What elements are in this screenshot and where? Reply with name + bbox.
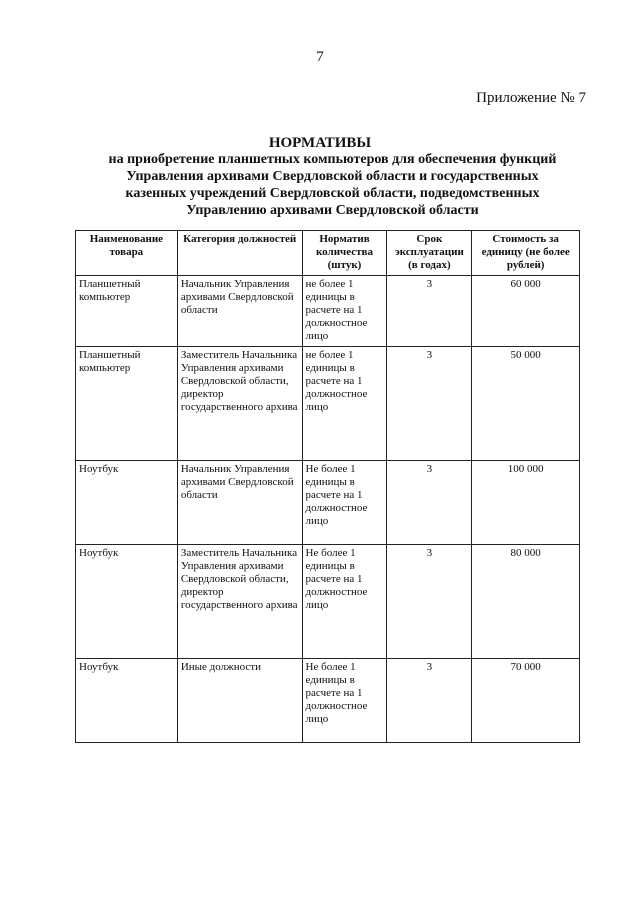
cell-quantity: Не более 1 единицы в расчете на 1 должностное лицо: [302, 545, 387, 659]
document-subtitle: на приобретение планшетных компьютеров для обеспечения функций Управления архивами Свердловской области и государственных казенных учреждений Свердловской области, подведомственных Управлению архивами Свердловской области: [108, 152, 557, 218]
table-row: [76, 276, 580, 347]
cell-item: Ноутбук: [76, 461, 178, 545]
norms-table: [75, 230, 580, 743]
cell-quantity: не более 1 единицы в расчете на 1 должностное лицо: [302, 347, 387, 461]
cell-price: 70 000: [472, 659, 580, 743]
cell-term: 3: [387, 659, 472, 743]
table-row: [76, 545, 580, 659]
cell-quantity: не более 1 единицы в расчете на 1 должностное лицо: [302, 276, 387, 347]
cell-price: 50 000: [472, 347, 580, 461]
cell-category: Заместитель Начальника Управления архивами Свердловской области, директор государственного архива: [177, 545, 302, 659]
cell-item: Планшетный компьютер: [76, 276, 178, 347]
cell-price: 60 000: [472, 276, 580, 347]
cell-term: 3: [387, 347, 472, 461]
cell-item: Планшетный компьютер: [76, 347, 178, 461]
cell-category: Заместитель Начальника Управления архивами Свердловской области, директор государственного архива: [177, 347, 302, 461]
header-term: Срок эксплуатации (в годах): [387, 231, 472, 276]
table-row: [76, 461, 580, 545]
document-title: НОРМАТИВЫ: [268, 135, 372, 151]
cell-term: 3: [387, 461, 472, 545]
cell-category: Иные должности: [177, 659, 302, 743]
header-quantity: Норматив количества (штук): [302, 231, 387, 276]
table-row: [76, 659, 580, 743]
cell-price: 100 000: [472, 461, 580, 545]
cell-price: 80 000: [472, 545, 580, 659]
header-category: Категория должностей: [177, 231, 302, 276]
header-price: Стоимость за единицу (не более рублей): [472, 231, 580, 276]
cell-item: Ноутбук: [76, 545, 178, 659]
cell-item: Ноутбук: [76, 659, 178, 743]
cell-category: Начальник Управления архивами Свердловской области: [177, 461, 302, 545]
cell-category: Начальник Управления архивами Свердловской области: [177, 276, 302, 347]
table-row: [76, 347, 580, 461]
header-item: Наименование товара: [76, 231, 178, 276]
cell-quantity: Не более 1 единицы в расчете на 1 должностное лицо: [302, 461, 387, 545]
page-number: 7: [316, 49, 324, 65]
cell-quantity: Не более 1 единицы в расчете на 1 должностное лицо: [302, 659, 387, 743]
table-header-row: [76, 231, 580, 276]
cell-term: 3: [387, 545, 472, 659]
cell-term: 3: [387, 276, 472, 347]
appendix-label: Приложение № 7: [476, 90, 586, 106]
